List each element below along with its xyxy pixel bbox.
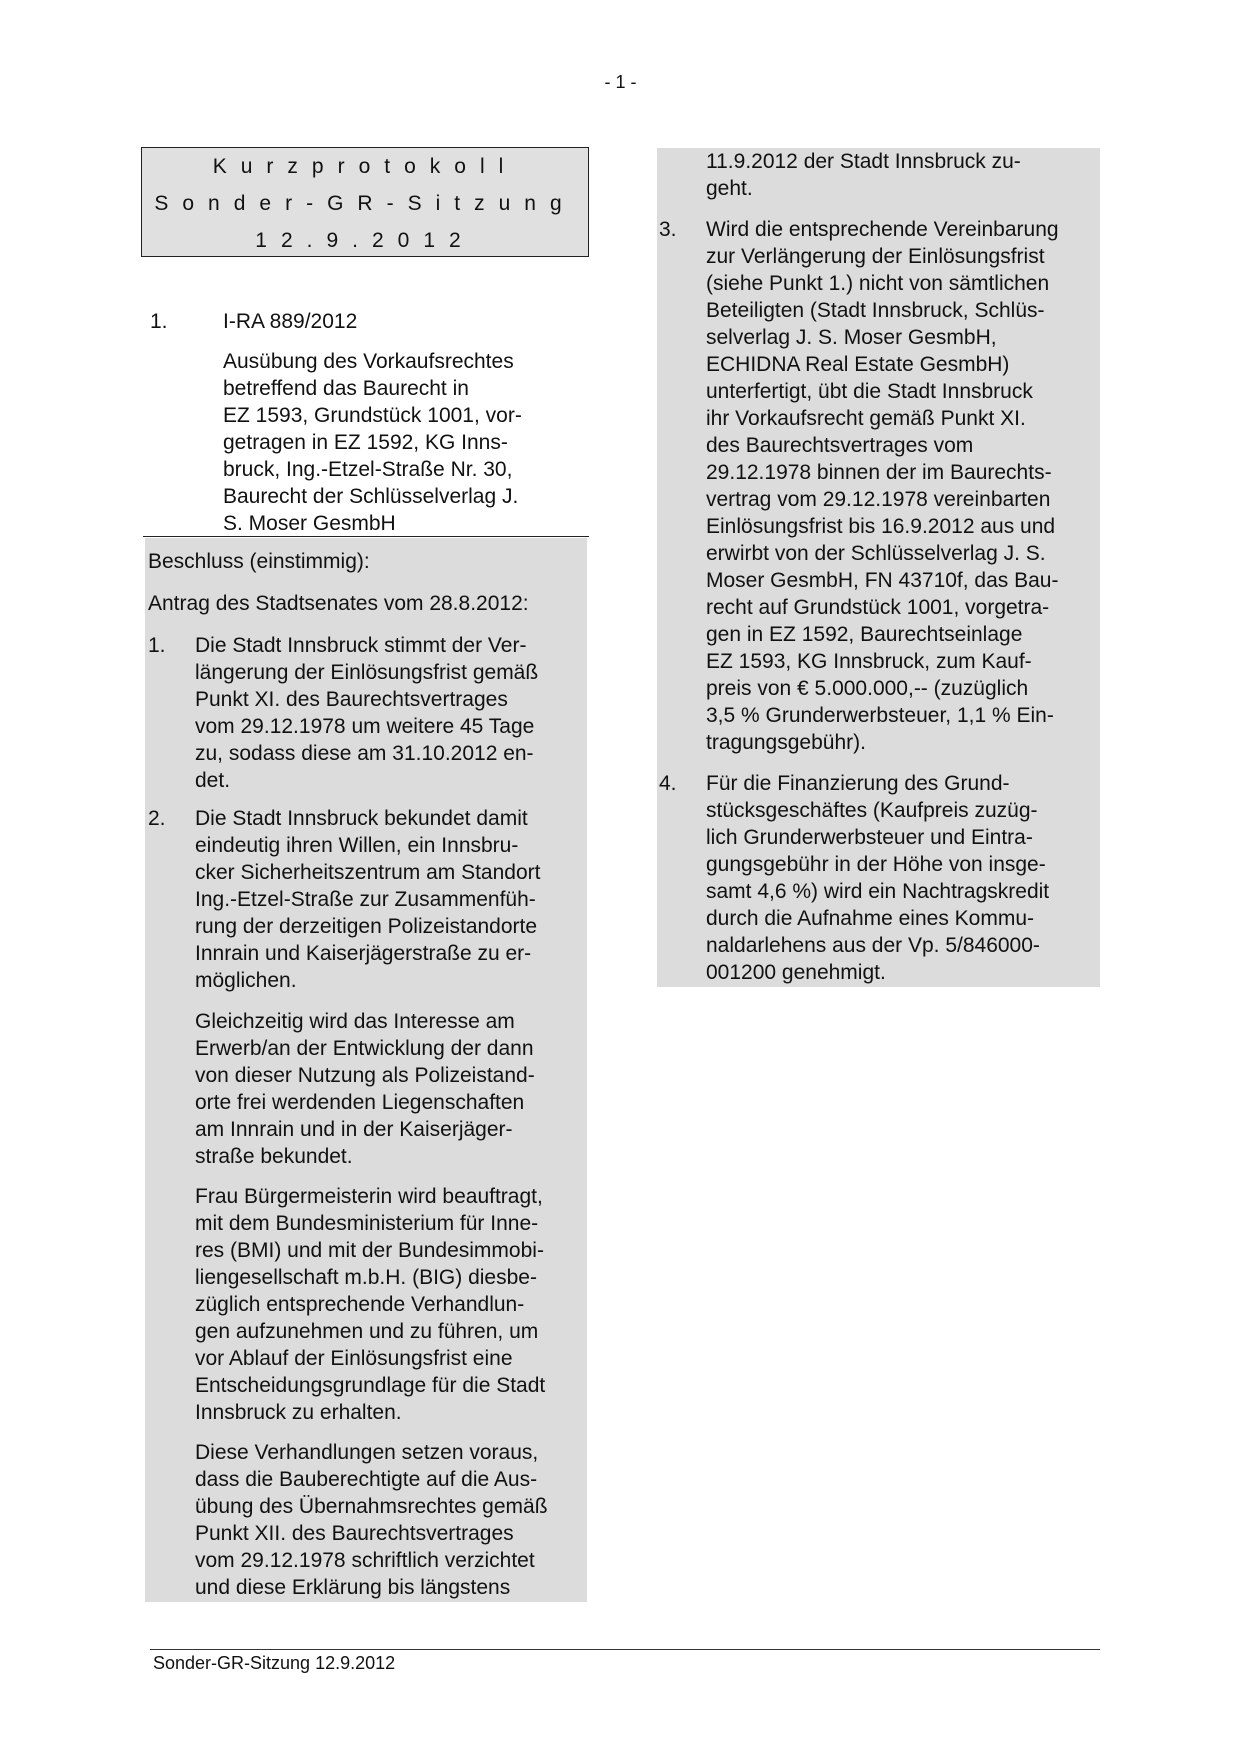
agenda-item-number: 1. — [150, 310, 168, 333]
point-text: Wird die entsprechende Vereinbarung zur Verlängerung der Einlösungsfrist (siehe Punkt 1.) nicht von sämtlichen Beteiligten (Stadt Innsbruck, Schlüs- selverlag J. S. Moser GesmbH, ECHIDNA Real Estate GesmbH) unterfertigt, übt die Stadt Innsbruck ihr Vorkaufsrecht gemäß Punkt XI. des Baurechtsvertrages vom 29.12.1978 binnen der im Baurechts- vertrag vom 29.12.1978 vereinbarten Einlösungsfrist bis 16.9.2012 aus und erwirbt von der Schlüsselverlag J. S. Moser GesmbH, FN 43710f, das Bau- recht auf Grundstück 1001, vorgetra- gen in EZ 1592, Baurechtseinlage EZ 1593, KG Innsbruck, zum Kauf- preis von € 5.000.000,-- (zuzüglich 3,5 % Grunderwerbsteuer, 1,1 % Ein- tragungsgebühr). — [706, 218, 1059, 754]
decision-paragraph: Gleichzeitig wird das Interesse am Erwerb/an der Entwicklung der dann von dieser Nutzung als Polizeistand- orte frei werdenden Liegenschaften am Innrain und in der Kaiserjäger- straße bekundet. — [195, 1010, 535, 1168]
point-number: 2. — [148, 807, 166, 830]
decision-paragraph: Frau Bürgermeisterin wird beauftragt, mit dem Bundesministerium für Inne- res (BMI) und mit der Bundesimmobi- liengesellschaft m.b.H. (BIG) diesbe- züglich entsprechende Verhandlun- gen aufzunehmen und zu führen, um vor Ablauf der Einlösungsfrist eine Entscheidungsgrundlage für die Stadt Innsbruck zu erhalten. — [195, 1185, 546, 1424]
point-text: Die Stadt Innsbruck bekundet damit eindeutig ihren Willen, ein Innsbru- cker Sicherheitszentrum am Standort Ing.-Etzel-Straße zur Zusammenfüh- rung der derzeitigen Polizeistandorte Innrain und Kaiserjägerstraße zu er- möglichen. — [195, 807, 541, 992]
decision-label: Beschluss (einstimmig): — [148, 550, 370, 573]
title-line-session: Sonder-GR-Sitzung — [154, 192, 576, 215]
point-text: Die Stadt Innsbruck stimmt der Ver- längerung der Einlösungsfrist gemäß Punkt XI. des Baurechtsvertrages vom 29.12.1978 um weitere 45 Tage zu, sodass diese am 31.10.2012 en- det. — [195, 634, 539, 792]
page-number: - 1 - — [604, 72, 637, 92]
decision-motion: Antrag des Stadtsenates vom 28.8.2012: — [148, 592, 529, 615]
agenda-item-code: I-RA 889/2012 — [223, 310, 358, 333]
point-number: 4. — [659, 772, 677, 795]
point-number: 1. — [148, 634, 166, 657]
footer-rule — [150, 1649, 1100, 1650]
point-number: 3. — [659, 218, 677, 241]
footer-text: Sonder-GR-Sitzung 12.9.2012 — [153, 1653, 396, 1673]
title-line-protocol: Kurzprotokoll — [212, 155, 518, 178]
decision-paragraph: Diese Verhandlungen setzen voraus, dass die Bauberechtigte auf die Aus- übung des Übernahmsrechtes gemäß Punkt XII. des Baurechtsvertrages vom 29.12.1978 schriftlich verzichtet und diese Erklärung bis längstens — [195, 1441, 548, 1599]
decision-continuation: 11.9.2012 der Stadt Innsbruck zu- geht. — [706, 150, 1021, 200]
point-text: Für die Finanzierung des Grund- stücksgeschäftes (Kaufpreis zuzüg- lich Grunderwerbsteuer und Eintra- gungsgebühr in der Höhe von insge- samt 4,6 %) wird ein Nachtragskredit durch die Aufnahme eines Kommu- naldarlehens aus der Vp. 5/846000- 001200 genehmigt. — [706, 772, 1050, 984]
title-box — [141, 147, 589, 257]
title-line-date: 12.9.2012 — [255, 229, 475, 252]
separator-line — [143, 536, 589, 537]
agenda-item-subject: Ausübung des Vorkaufsrechtes betreffend das Baurecht in EZ 1593, Grundstück 1001, vor- getragen in EZ 1592, KG Inns- bruck, Ing.-Etzel-Straße Nr. 30, Baurecht der Schlüsselverlag J. S. Moser GesmbH — [223, 350, 522, 535]
